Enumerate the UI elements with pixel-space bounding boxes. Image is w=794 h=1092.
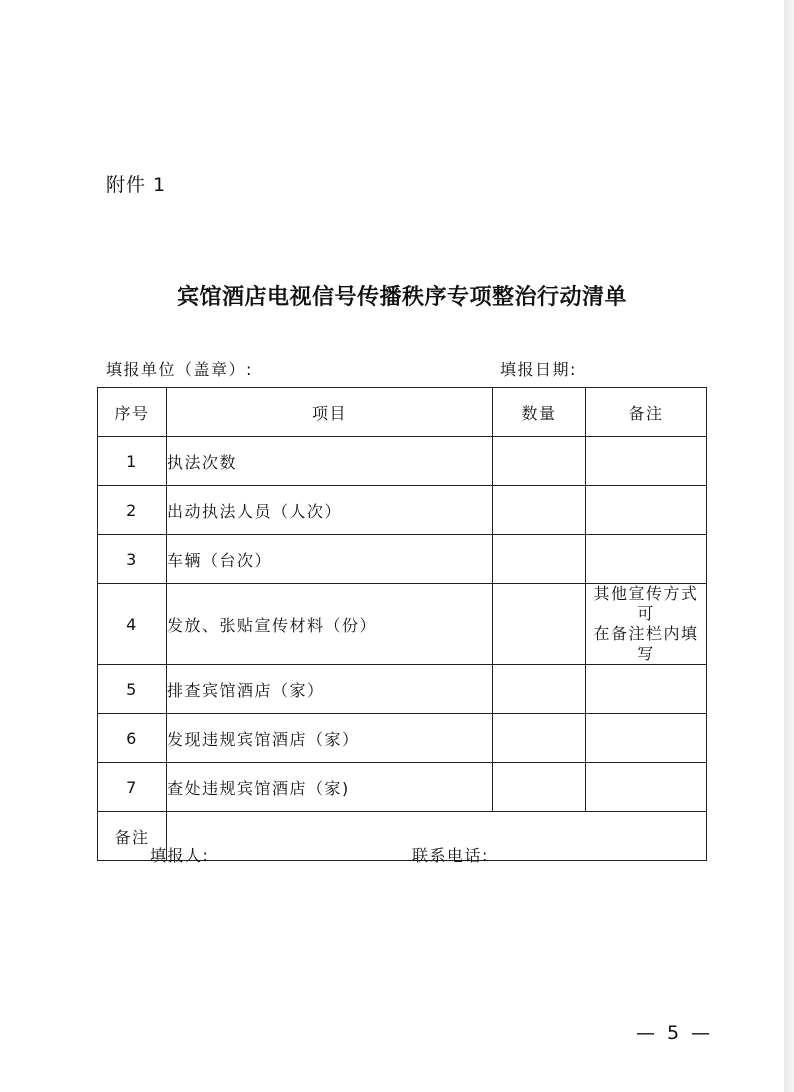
footer-remark-label: 备注 — [98, 812, 167, 861]
header-seq: 序号 — [98, 388, 167, 437]
row-quantity-cell[interactable] — [493, 763, 586, 812]
row-item: 发现违规宾馆酒店（家） — [167, 714, 493, 763]
row-remark-cell[interactable] — [586, 535, 707, 584]
filler-label: 填报人: — [150, 846, 210, 865]
table-row — [98, 437, 707, 486]
attachment-label: 附件 1 — [106, 174, 167, 196]
phone-label: 联系电话: — [412, 846, 489, 865]
row-seq: 7 — [98, 763, 167, 812]
row-remark-cell[interactable] — [586, 437, 707, 486]
row-item: 排查宾馆酒店（家） — [167, 665, 493, 714]
row-quantity-cell[interactable] — [493, 437, 586, 486]
remark-note-line-2: 在备注栏内填写 — [593, 624, 699, 663]
row-item: 出动执法人员（人次） — [167, 486, 493, 535]
table-header-row — [98, 388, 707, 437]
header-quantity: 数量 — [493, 388, 586, 437]
table-row — [98, 535, 707, 584]
row-quantity-cell[interactable] — [493, 714, 586, 763]
page-edge-shadow — [784, 0, 794, 1092]
row-item: 发放、张贴宣传材料（份） — [167, 584, 493, 665]
row-seq: 5 — [98, 665, 167, 714]
row-seq: 4 — [98, 584, 167, 665]
table-row — [98, 714, 707, 763]
row-seq: 3 — [98, 535, 167, 584]
row-item: 车辆（台次） — [167, 535, 493, 584]
fill-date-label: 填报日期: — [500, 360, 577, 379]
row-remark-cell[interactable] — [586, 665, 707, 714]
fill-unit-label: 填报单位（盖章）: — [106, 360, 253, 379]
row-quantity-cell[interactable] — [493, 665, 586, 714]
row-seq: 1 — [98, 437, 167, 486]
row-quantity-cell[interactable] — [493, 535, 586, 584]
row-quantity-cell[interactable] — [493, 584, 586, 665]
table-row — [98, 763, 707, 812]
remark-note-line-1: 其他宣传方式可 — [593, 584, 699, 623]
header-item: 项目 — [167, 388, 493, 437]
row-quantity-cell[interactable] — [493, 486, 586, 535]
table-row — [98, 486, 707, 535]
table-row — [98, 584, 707, 665]
page-number: — 5 — — [636, 1022, 714, 1044]
row-remark-cell[interactable] — [586, 763, 707, 812]
row-remark-cell[interactable] — [586, 714, 707, 763]
row-item: 执法次数 — [167, 437, 493, 486]
action-list-table — [97, 387, 707, 861]
header-remark: 备注 — [586, 388, 707, 437]
row-item: 查处违规宾馆酒店（家) — [167, 763, 493, 812]
row-remark-cell[interactable] — [586, 584, 707, 665]
row-remark-cell[interactable] — [586, 486, 707, 535]
row-seq: 6 — [98, 714, 167, 763]
row-seq: 2 — [98, 486, 167, 535]
document-title: 宾馆酒店电视信号传播秩序专项整治行动清单 — [176, 285, 627, 310]
table-row — [98, 665, 707, 714]
